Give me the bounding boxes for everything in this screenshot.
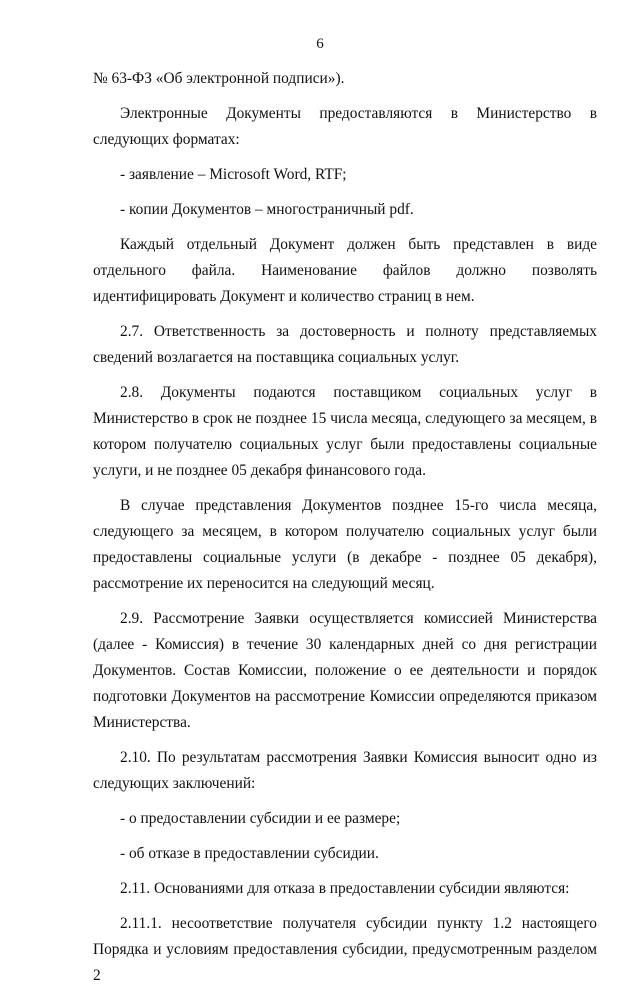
paragraph-2-9: 2.9. Рассмотрение Заявки осуществляется комиссией Министерства (далее - Комиссия) в течение 30 календарных дней со дня регистрации Документов. Состав Комиссии, положение о ее деятельности и порядок подготовки Документов на рассмотрение Комиссии определяются приказом Министерства. [93, 610, 597, 731]
paragraph-2-11-1: 2.11.1. несоответствие получателя субсидии пункту 1.2 настоящего Порядка и условиям предоставления субсидии, предусмотренным разделом 2 [93, 915, 597, 984]
list-item-refusal-decision: - об отказе в предоставлении субсидии. [120, 845, 379, 862]
paragraph-2-10: 2.10. По результатам рассмотрения Заявки Комиссия выносит одно из следующих заключений: [93, 749, 597, 792]
paragraph-2-7: 2.7. Ответственность за достоверность и полноту представляемых сведений возлагается на поставщика социальных услуг. [93, 323, 597, 366]
page-number: 6 [316, 36, 324, 52]
paragraph-separate-file: Каждый отдельный Документ должен быть представлен в виде отдельного файла. Наименование файлов должно позволять идентифицировать Документ и количество страниц в нем. [93, 236, 597, 305]
paragraph-electronic-documents: Электронные Документы предоставляются в Министерство в следующих форматах: [93, 105, 597, 148]
paragraph-2-8: 2.8. Документы подаются поставщиком социальных услуг в Министерство в срок не позднее 15 числа месяца, следующего за месяцем, в котором получателю социальных услуг были предоставлены социальные услуги, и не позднее 05 декабря финансового года. [93, 384, 597, 479]
paragraph-continuation: № 63-ФЗ «Об электронной подписи»). [93, 70, 345, 87]
list-item-copies-format: - копии Документов – многостраничный pdf. [120, 201, 414, 218]
paragraph-late-submission: В случае представления Документов позднее 15-го числа месяца, следующего за месяцем, в котором получателю социальных услуг были предоставлены социальные услуги (в декабре - позднее 05 декабря), рассмотрение их переносится на следующий месяц. [93, 497, 597, 592]
paragraph-2-11: 2.11. Основаниями для отказа в предоставлении субсидии являются: [120, 880, 570, 897]
list-item-application-format: - заявление – Microsoft Word, RTF; [120, 166, 347, 183]
document-body [93, 66, 597, 989]
list-item-grant-decision: - о предоставлении субсидии и ее размере; [120, 810, 401, 827]
